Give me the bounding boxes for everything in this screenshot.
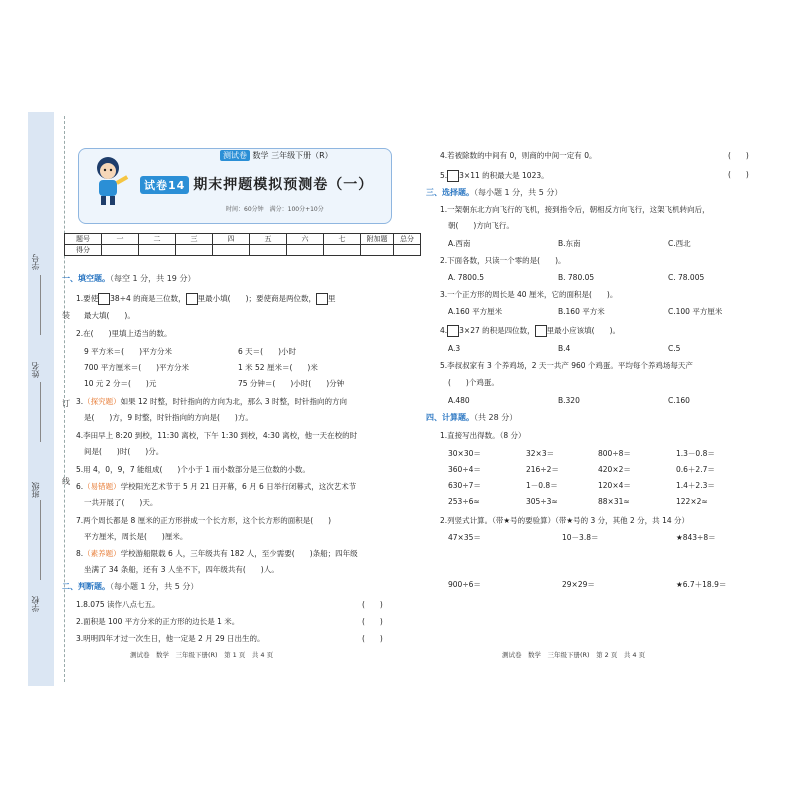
score-cell[interactable]: [287, 245, 324, 256]
calc-item: 1.3－0.8＝: [676, 449, 715, 458]
choice-option[interactable]: A. 7800.5: [448, 273, 485, 282]
score-table: [64, 233, 421, 256]
question-8: 8.（素养题）学校游船限载 6 人，三年级共有 182 人，至少需要( )条船；四年级: [76, 549, 358, 558]
score-header: 一: [102, 234, 139, 245]
score-cell[interactable]: [102, 245, 139, 256]
answer-paren[interactable]: ( ): [362, 634, 383, 643]
series-label: [220, 150, 333, 161]
choice-4: 4. 3×27 的积是四位数， 里最小应该填( )。: [440, 326, 620, 335]
score-header: 二: [139, 234, 176, 245]
answer-paren[interactable]: ( ): [362, 600, 383, 609]
answer-paren[interactable]: ( ): [362, 617, 383, 626]
score-header: 三: [176, 234, 213, 245]
binding-line: [40, 500, 41, 580]
choice-option[interactable]: C.5: [668, 344, 681, 353]
choice-option[interactable]: A.480: [448, 396, 470, 405]
judge-4: 4.若被除数的中间有 0，则商的中间一定有 0。: [440, 151, 597, 160]
binding-label-id: 学号: [31, 254, 40, 270]
question-8-cont: 坐满了 34 条船，还有 3 人坐不下，四年级共有( )人。: [84, 565, 279, 574]
choice-3: 3.一个正方形的周长是 40 厘米，它的面积是( )。: [440, 290, 618, 299]
judge-1: 1.8.075 读作八点七五。: [76, 600, 160, 609]
binding-label-class: 班级: [31, 482, 40, 498]
vertical-calc-item: ★6.7＋18.9＝: [676, 580, 727, 589]
calc-item: 122×2≈: [676, 497, 708, 506]
score-row-label: 得分: [65, 245, 102, 256]
vertical-calc-item: ★843÷8＝: [676, 533, 716, 542]
binding-label-name: 姓名: [31, 362, 40, 378]
blank-box[interactable]: [186, 293, 198, 305]
question-5: 5.用 4，0，9，7 能组成( )个小于 1 而小数部分是三位数的小数。: [76, 465, 310, 474]
score-header: 六: [287, 234, 324, 245]
seal-char: 订: [62, 399, 70, 408]
calc-item: 800÷8＝: [598, 449, 631, 458]
score-header: 题号: [65, 234, 102, 245]
calc-item: 630÷7＝: [448, 481, 481, 490]
binding-label-school: 学校: [31, 596, 40, 612]
calc-item: 1.4＋2.3＝: [676, 481, 715, 490]
seal-char: 装: [62, 311, 70, 320]
series-badge: 测试卷: [220, 150, 250, 161]
calc-part-1: 1.直接写出得数。（8 分）: [440, 431, 526, 440]
calc-item: 216÷2＝: [526, 465, 559, 474]
score-cell[interactable]: [361, 245, 394, 256]
question-4: 4.李田早上 8:20 到校，11:30 离校，下午 1:30 到校，4:30 离校，他一天在校的时: [76, 431, 358, 440]
choice-1: 1.一架朝东北方向飞行的飞机，接到指令后，朝相反方向飞行，这架飞机转向后，: [440, 205, 710, 214]
calc-item: 305÷3≈: [526, 497, 558, 506]
score-header: 四: [213, 234, 250, 245]
score-header: 五: [250, 234, 287, 245]
blank-box[interactable]: [98, 293, 110, 305]
calc-item: 420×2＝: [598, 465, 631, 474]
blank-box[interactable]: [447, 325, 459, 337]
page-footer-right: 测试卷 数学 三年级下册(R) 第 2 页 共 4 页: [502, 651, 646, 659]
series-text: 数学 三年级下册（R）: [252, 151, 333, 160]
answer-paren[interactable]: ( ): [728, 170, 749, 179]
choice-2: 2.下面各数，只读一个零的是( )。: [440, 256, 566, 265]
binding-line: [40, 382, 41, 442]
question-2-item: 1 米 52 厘米＝( )米: [238, 363, 318, 372]
vertical-calc-item: 900÷6＝: [448, 580, 481, 589]
blank-box[interactable]: [447, 170, 459, 182]
question-1-cont: 最大填( )。: [84, 311, 135, 320]
choice-option[interactable]: C.100 平方厘米: [668, 307, 723, 316]
mascot-illustration: [86, 152, 132, 208]
section-fill-blank: 一、填空题。（每空 1 分，共 19 分）: [62, 274, 196, 283]
binding-line: [40, 275, 41, 335]
exam-subtitle: 时间：60分钟 满分：100分+10分: [226, 206, 324, 213]
question-2-item: 75 分钟＝( )小时( )分钟: [238, 379, 345, 388]
score-cell[interactable]: [250, 245, 287, 256]
tag-error-prone: （易错题）: [83, 482, 121, 491]
score-cell[interactable]: [139, 245, 176, 256]
score-header: 七: [324, 234, 361, 245]
choice-option[interactable]: C.西北: [668, 239, 691, 248]
blank-box[interactable]: [316, 293, 328, 305]
question-3-cont: 是( )方，9 时整，时针指向的方向是( )方。: [84, 413, 253, 422]
vertical-calc-item: 10－3.8＝: [562, 533, 599, 542]
section-multiple-choice: 三、选择题。（每小题 1 分，共 5 分）: [426, 188, 563, 197]
calc-item: 0.6＋2.7＝: [676, 465, 715, 474]
score-cell[interactable]: [213, 245, 250, 256]
judge-5: 5. 3×11 的积最大是 1023。: [440, 171, 549, 180]
vertical-calc-item: 29×29＝: [562, 580, 595, 589]
choice-option[interactable]: B.320: [558, 396, 580, 405]
question-6: 6.（易错题）学校阳光艺术节于 5 月 21 日开幕，6 月 6 日举行闭幕式，这次艺术节: [76, 482, 357, 491]
exam-title: [140, 174, 373, 194]
question-2-item: 6 天＝( )小时: [238, 347, 297, 356]
vertical-calc-item: 47×35＝: [448, 533, 481, 542]
title-text: 期末押题模拟预测卷（一）: [193, 177, 374, 193]
calc-item: 1－0.8＝: [526, 481, 558, 490]
blank-box[interactable]: [535, 325, 547, 337]
choice-option[interactable]: A.160 平方厘米: [448, 307, 503, 316]
question-2-item: 10 元 2 分＝( )元: [84, 379, 157, 388]
choice-option[interactable]: A.西南: [448, 239, 471, 248]
calc-item: 32×3＝: [526, 449, 555, 458]
page-footer-left: 测试卷 数学 三年级下册(R) 第 1 页 共 4 页: [130, 651, 274, 659]
choice-1-cont: 朝( )方向飞行。: [448, 221, 514, 230]
judge-2: 2.面积是 100 平方分米的正方形的边长是 1 米。: [76, 617, 240, 626]
question-2: 2.在( )里填上适当的数。: [76, 329, 172, 338]
tag-literacy: （素养题）: [83, 549, 121, 558]
choice-option[interactable]: B.4: [558, 344, 571, 353]
question-4-cont: 间是( )时( )分。: [84, 447, 164, 456]
section-calculation: 四、计算题。（共 28 分）: [426, 413, 518, 422]
section-true-false: 二、判断题。（每小题 1 分，共 5 分）: [62, 582, 199, 591]
question-2-item: 700 平方厘米＝( )平方分米: [84, 363, 190, 372]
choice-option[interactable]: C.160: [668, 396, 690, 405]
answer-paren[interactable]: ( ): [728, 151, 749, 160]
question-7-cont: 平方厘米，周长是( )厘米。: [84, 532, 188, 541]
score-cell[interactable]: [324, 245, 361, 256]
choice-option[interactable]: C. 78.005: [668, 273, 705, 282]
paper-number-badge: 试卷14: [140, 176, 189, 194]
score-header: 附加题: [361, 234, 394, 245]
question-3: 3.（探究题）如果 12 时整，时针指向的方向为北，那么 3 时整，时针指向的方向: [76, 397, 348, 406]
seal-char: 线: [62, 477, 70, 486]
calc-item: 30×30＝: [448, 449, 481, 458]
calc-item: 120×4＝: [598, 481, 631, 490]
choice-5-cont: ( )个鸡蛋。: [448, 378, 499, 387]
choice-5: 5.李叔叔家有 3 个养鸡场，2 天一共产 960 个鸡蛋。平均每个养鸡场每天产: [440, 361, 693, 370]
calc-item: 253÷6≈: [448, 497, 480, 506]
question-1: 1.要使 38÷4 的商是三位数， 里最小填( )；要使商是两位数， 里: [76, 294, 336, 303]
judge-3: 3.明明四年才过一次生日，他一定是 2 月 29 日出生的。: [76, 634, 265, 643]
score-cell[interactable]: [176, 245, 213, 256]
score-header: 总分: [394, 234, 421, 245]
choice-option[interactable]: B.160 平方米: [558, 307, 605, 316]
choice-option[interactable]: A.3: [448, 344, 461, 353]
score-cell[interactable]: [394, 245, 421, 256]
tag-explore: （探究题）: [83, 397, 121, 406]
question-2-item: 9 平方米＝( )平方分米: [84, 347, 173, 356]
question-6-cont: 一共开展了( )天。: [84, 498, 158, 507]
choice-option[interactable]: B. 780.05: [558, 273, 595, 282]
question-7: 7.两个周长都是 8 厘米的正方形拼成一个长方形，这个长方形的面积是( ): [76, 516, 332, 525]
calc-item: 360÷4＝: [448, 465, 481, 474]
calc-part-2: 2.列竖式计算。（带★号的要验算）（带★号的 3 分，其他 2 分，共 14 分）: [440, 516, 689, 525]
calc-item: 88×31≈: [598, 497, 630, 506]
choice-option[interactable]: B.东南: [558, 239, 581, 248]
